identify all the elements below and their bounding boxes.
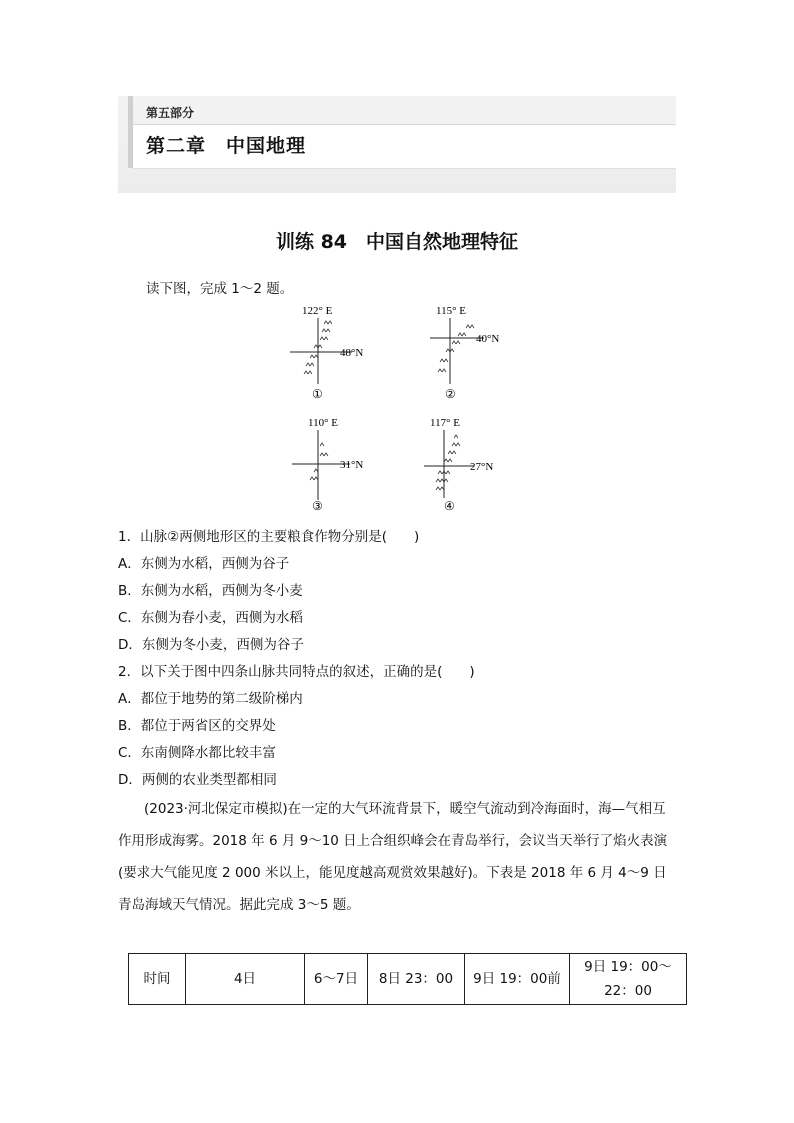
table-cell: 6～7日 bbox=[305, 954, 368, 1005]
table-cell-line: 9日 19：00～ bbox=[584, 959, 672, 975]
figure-3-latitude: 31°N bbox=[340, 459, 364, 471]
passage-text: (2023·河北保定市模拟)在一定的大气环流背景下，暖空气流动到冷海面时，海—气相互作用形成海雾。2018 年 6 月 9～10 日上合组织峰会在青岛举行，会议当天举行了焰火表演(要求大气能见度 2 000 米以上，能见度越高观赏效果越好)。下表是 2018 年 6 月 4～9 日青岛海域天气情况。据此完成 3～5 题。 bbox=[118, 801, 668, 913]
table-cell-line: 22：00 bbox=[604, 983, 652, 999]
figure-4-latitude: 27°N bbox=[470, 461, 494, 473]
figure-2-latitude: 40°N bbox=[476, 333, 500, 345]
table-row bbox=[129, 954, 687, 1005]
figure-1-number: ① bbox=[312, 387, 323, 401]
question-1-option-b: B．东侧为水稻，西侧为冬小麦 bbox=[118, 583, 303, 599]
chapter-title: 第二章 中国地理 bbox=[146, 135, 307, 157]
figure-4-number: ④ bbox=[444, 499, 455, 513]
table-cell: 8日 23：00 bbox=[368, 954, 465, 1005]
question-2-option-c: C．东南侧降水都比较丰富 bbox=[118, 745, 276, 761]
figure-3-longitude: 110° E bbox=[308, 417, 338, 429]
question-1-option-a: A．东侧为水稻，西侧为谷子 bbox=[118, 556, 290, 572]
mountain-figure-3 bbox=[280, 412, 390, 520]
table-cell: 9日 19：00前 bbox=[465, 954, 570, 1005]
figure-2-longitude: 115° E bbox=[436, 305, 466, 317]
figure-1-latitude: 48°N bbox=[340, 347, 364, 359]
question-2-stem: 2．以下关于图中四条山脉共同特点的叙述，正确的是( ) bbox=[118, 664, 475, 680]
question-1-stem: 1．山脉②两侧地形区的主要粮食作物分别是( ) bbox=[118, 529, 420, 545]
table-cell: 4日 bbox=[186, 954, 305, 1005]
question-2-option-b: B．都位于两省区的交界处 bbox=[118, 718, 276, 734]
table-cell: 时间 bbox=[129, 954, 186, 1005]
question-2-option-d: D．两侧的农业类型都相同 bbox=[118, 772, 277, 788]
intro-text: 读下图，完成 1～2 题。 bbox=[146, 281, 294, 297]
mountain-figure-1 bbox=[280, 300, 390, 408]
mountain-symbol bbox=[438, 325, 474, 372]
mountain-figure-4 bbox=[418, 412, 528, 520]
figure-4-longitude: 117° E bbox=[430, 417, 460, 429]
question-2-option-a: A．都位于地势的第二级阶梯内 bbox=[118, 691, 303, 707]
mountain-figure-2 bbox=[418, 300, 528, 408]
question-1-option-d: D．东侧为冬小麦，西侧为谷子 bbox=[118, 637, 304, 653]
figure-1-longitude: 122° E bbox=[302, 305, 333, 317]
part-label: 第五部分 bbox=[146, 106, 195, 120]
mountain-symbol bbox=[436, 435, 460, 490]
weather-table bbox=[128, 953, 687, 1005]
figure-2-number: ② bbox=[445, 387, 456, 401]
page-title: 训练 84 中国自然地理特征 bbox=[275, 231, 519, 253]
question-1-option-c: C．东侧为春小麦，西侧为水稻 bbox=[118, 610, 303, 626]
table-cell bbox=[570, 954, 687, 1005]
mountain-symbol bbox=[310, 443, 328, 480]
figure-3-number: ③ bbox=[312, 499, 323, 513]
